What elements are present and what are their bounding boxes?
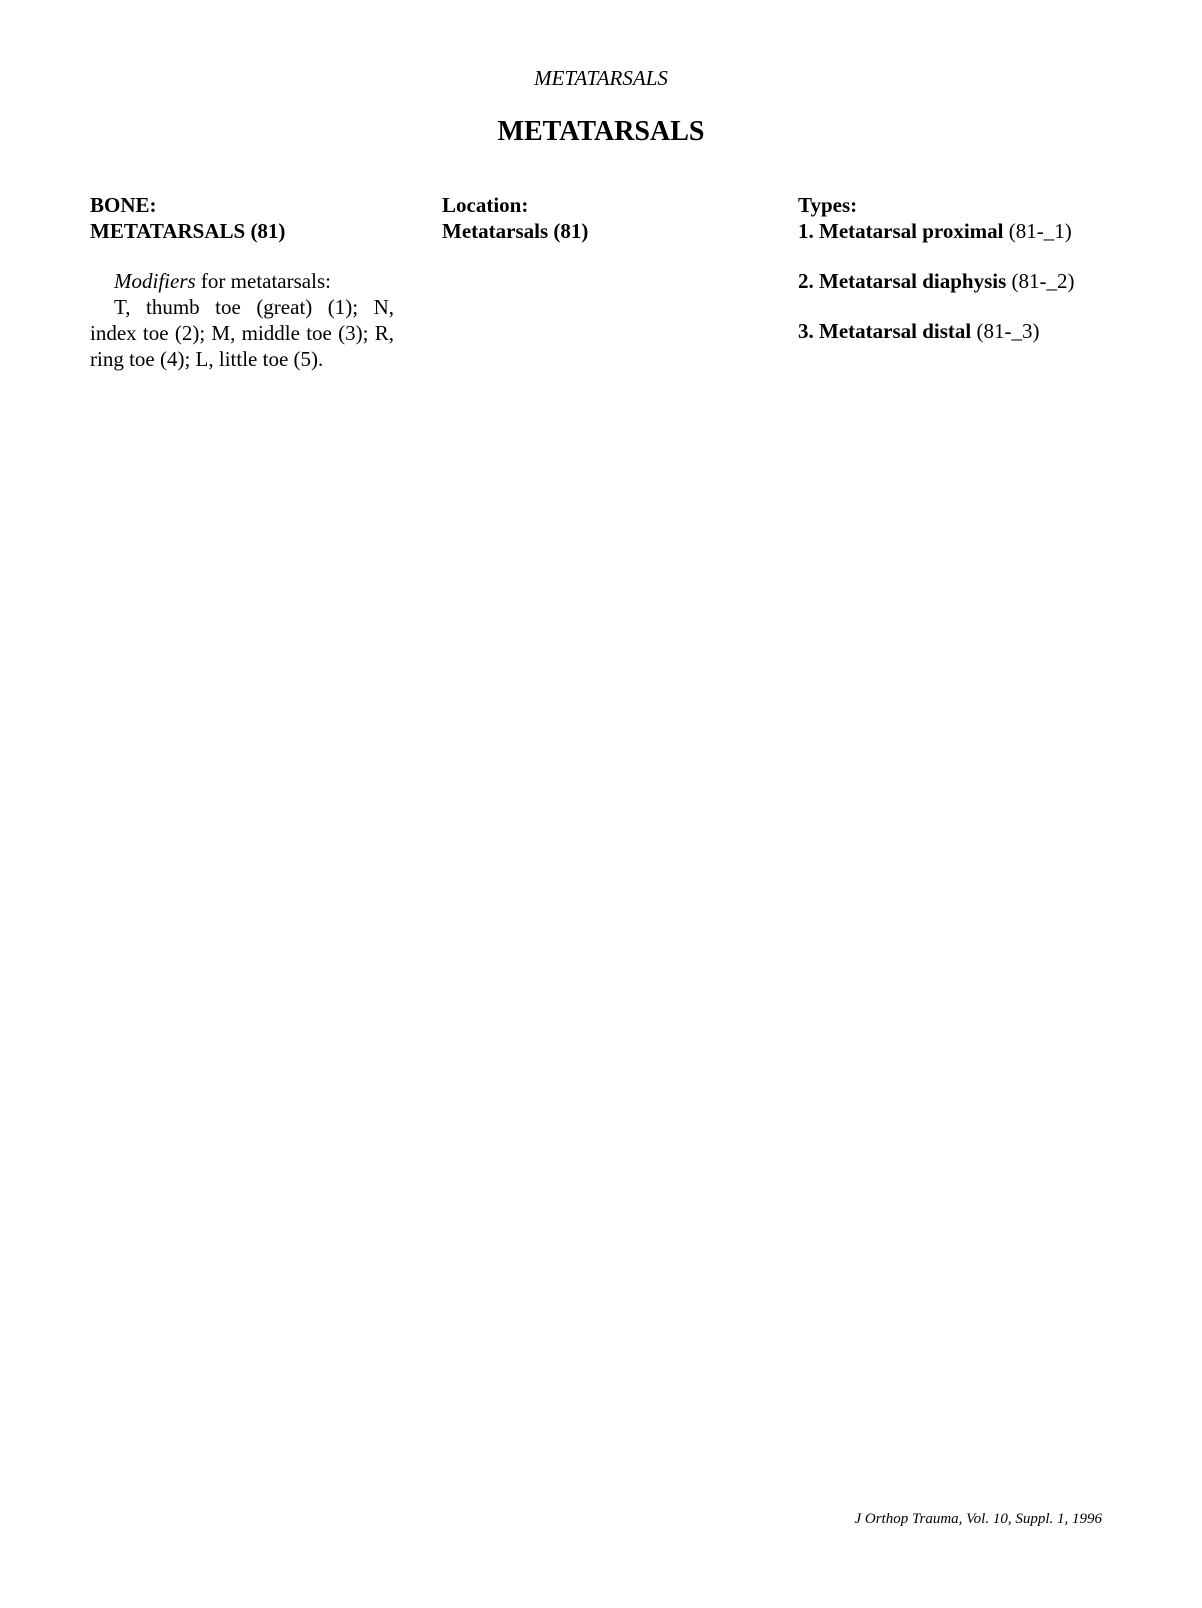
type-item	[798, 218, 1178, 244]
type-name: 1. Metatarsal proximal	[798, 219, 1004, 243]
page-title: METATARSALS	[497, 116, 705, 147]
location-label: Location:	[442, 193, 529, 217]
type-code: (81-_1)	[1003, 219, 1072, 243]
journal-citation: J Orthop Trauma, Vol. 10, Suppl. 1, 1996	[854, 1511, 1102, 1527]
modifiers-heading-rest: for metatarsals:	[195, 269, 331, 293]
bone-label: BONE:	[90, 193, 157, 217]
type-item	[798, 318, 1178, 344]
type-code: (81-_3)	[971, 319, 1040, 343]
modifiers-italic: Modifiers	[114, 269, 196, 293]
running-head: METATARSALS	[534, 66, 668, 90]
type-item	[798, 268, 1178, 294]
types-label: Types:	[798, 193, 858, 217]
modifiers-text: T, thumb toe (great) (1); N, index toe (2); M, middle toe (3); R, ring toe (4); L, little toe (5).	[90, 295, 394, 371]
location-value: Metatarsals (81)	[442, 219, 589, 243]
modifiers-heading	[90, 268, 394, 294]
bone-column	[90, 192, 394, 372]
bone-value: METATARSALS (81)	[90, 219, 286, 243]
type-name: 2. Metatarsal diaphysis	[798, 269, 1007, 293]
types-column	[798, 192, 1178, 368]
location-column	[442, 192, 742, 244]
type-code: (81-_2)	[1006, 269, 1075, 293]
modifiers-block	[90, 268, 394, 372]
type-name: 3. Metatarsal distal	[798, 319, 972, 343]
